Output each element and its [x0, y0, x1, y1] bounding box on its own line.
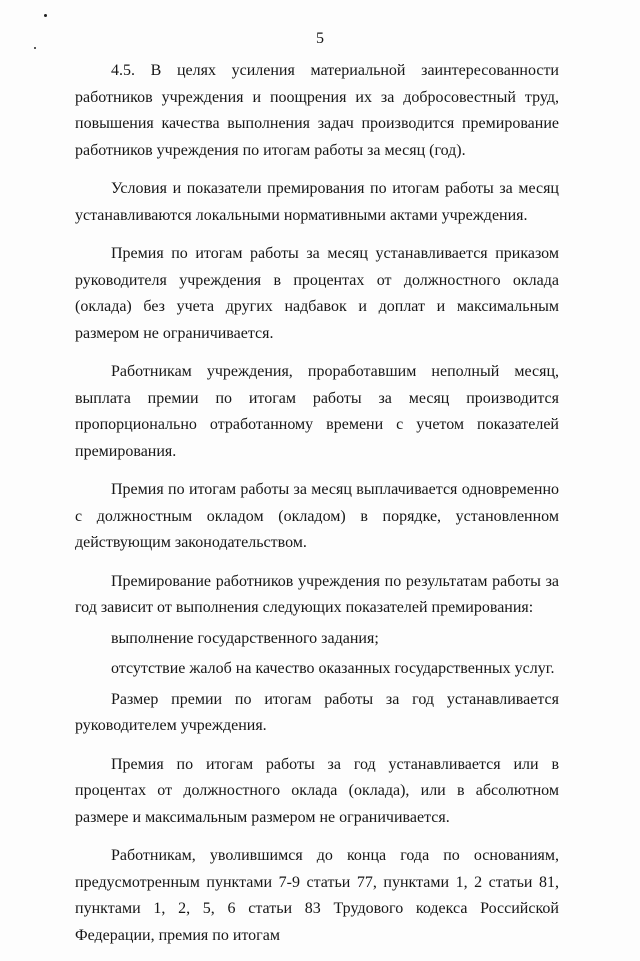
paragraph: Премия по итогам работы за год устанавливается или в процентах от должностного оклада (оклада), или в абсолютном размере и максимальным размером не ограничивается.	[75, 755, 559, 826]
paragraph: 4.5. В целях усиления материальной заинтересованности работников учреждения и поощрения их за добросовестный труд, повышения качества выполнения задач производится премирование работников учреждения по итогам работы за месяц (год).	[75, 62, 559, 159]
paragraph: Премирование работников учреждения по результатам работы за год зависит от выполнения следующих показателей премирования:	[75, 572, 559, 616]
page-number: 5	[316, 30, 324, 47]
paragraph: Размер премии по итогам работы за год устанавливается руководителем учреждения.	[75, 690, 559, 734]
paragraph: Работникам, уволившимся до конца года по основаниям, предусмотренным пунктами 7-9 статьи 77, пунктами 1, 2 статьи 81, пунктами 1, 2, 5, 6 статьи 83 Трудового кодекса Российской Федерации, премия по итогам	[75, 847, 559, 944]
paragraph: Премия по итогам работы за месяц устанавливается приказом руководителя учреждения в процентах от должностного оклада (оклада) без учета других надбавок и доплат и максимальным размером не ограничивается.	[75, 245, 559, 342]
document-body	[75, 58, 559, 961]
paragraph: Условия и показатели премирования по итогам работы за месяц устанавливаются локальными нормативными актами учреждения.	[75, 180, 559, 224]
paragraph: Работникам учреждения, проработавшим неполный месяц, выплата премии по итогам работы за месяц производится пропорционально отработанному времени с учетом показателей премирования.	[75, 363, 559, 460]
list-item: отсутствие жалоб на качество оказанных государственных услуг.	[111, 660, 555, 677]
scan-speck	[34, 47, 36, 49]
list-item: выполнение государственного задания;	[111, 629, 379, 647]
scan-speck	[44, 14, 47, 17]
paragraph: Премия по итогам работы за месяц выплачивается одновременно с должностным окладом (окладом) в порядке, установленном действующим законодательством.	[75, 481, 559, 551]
